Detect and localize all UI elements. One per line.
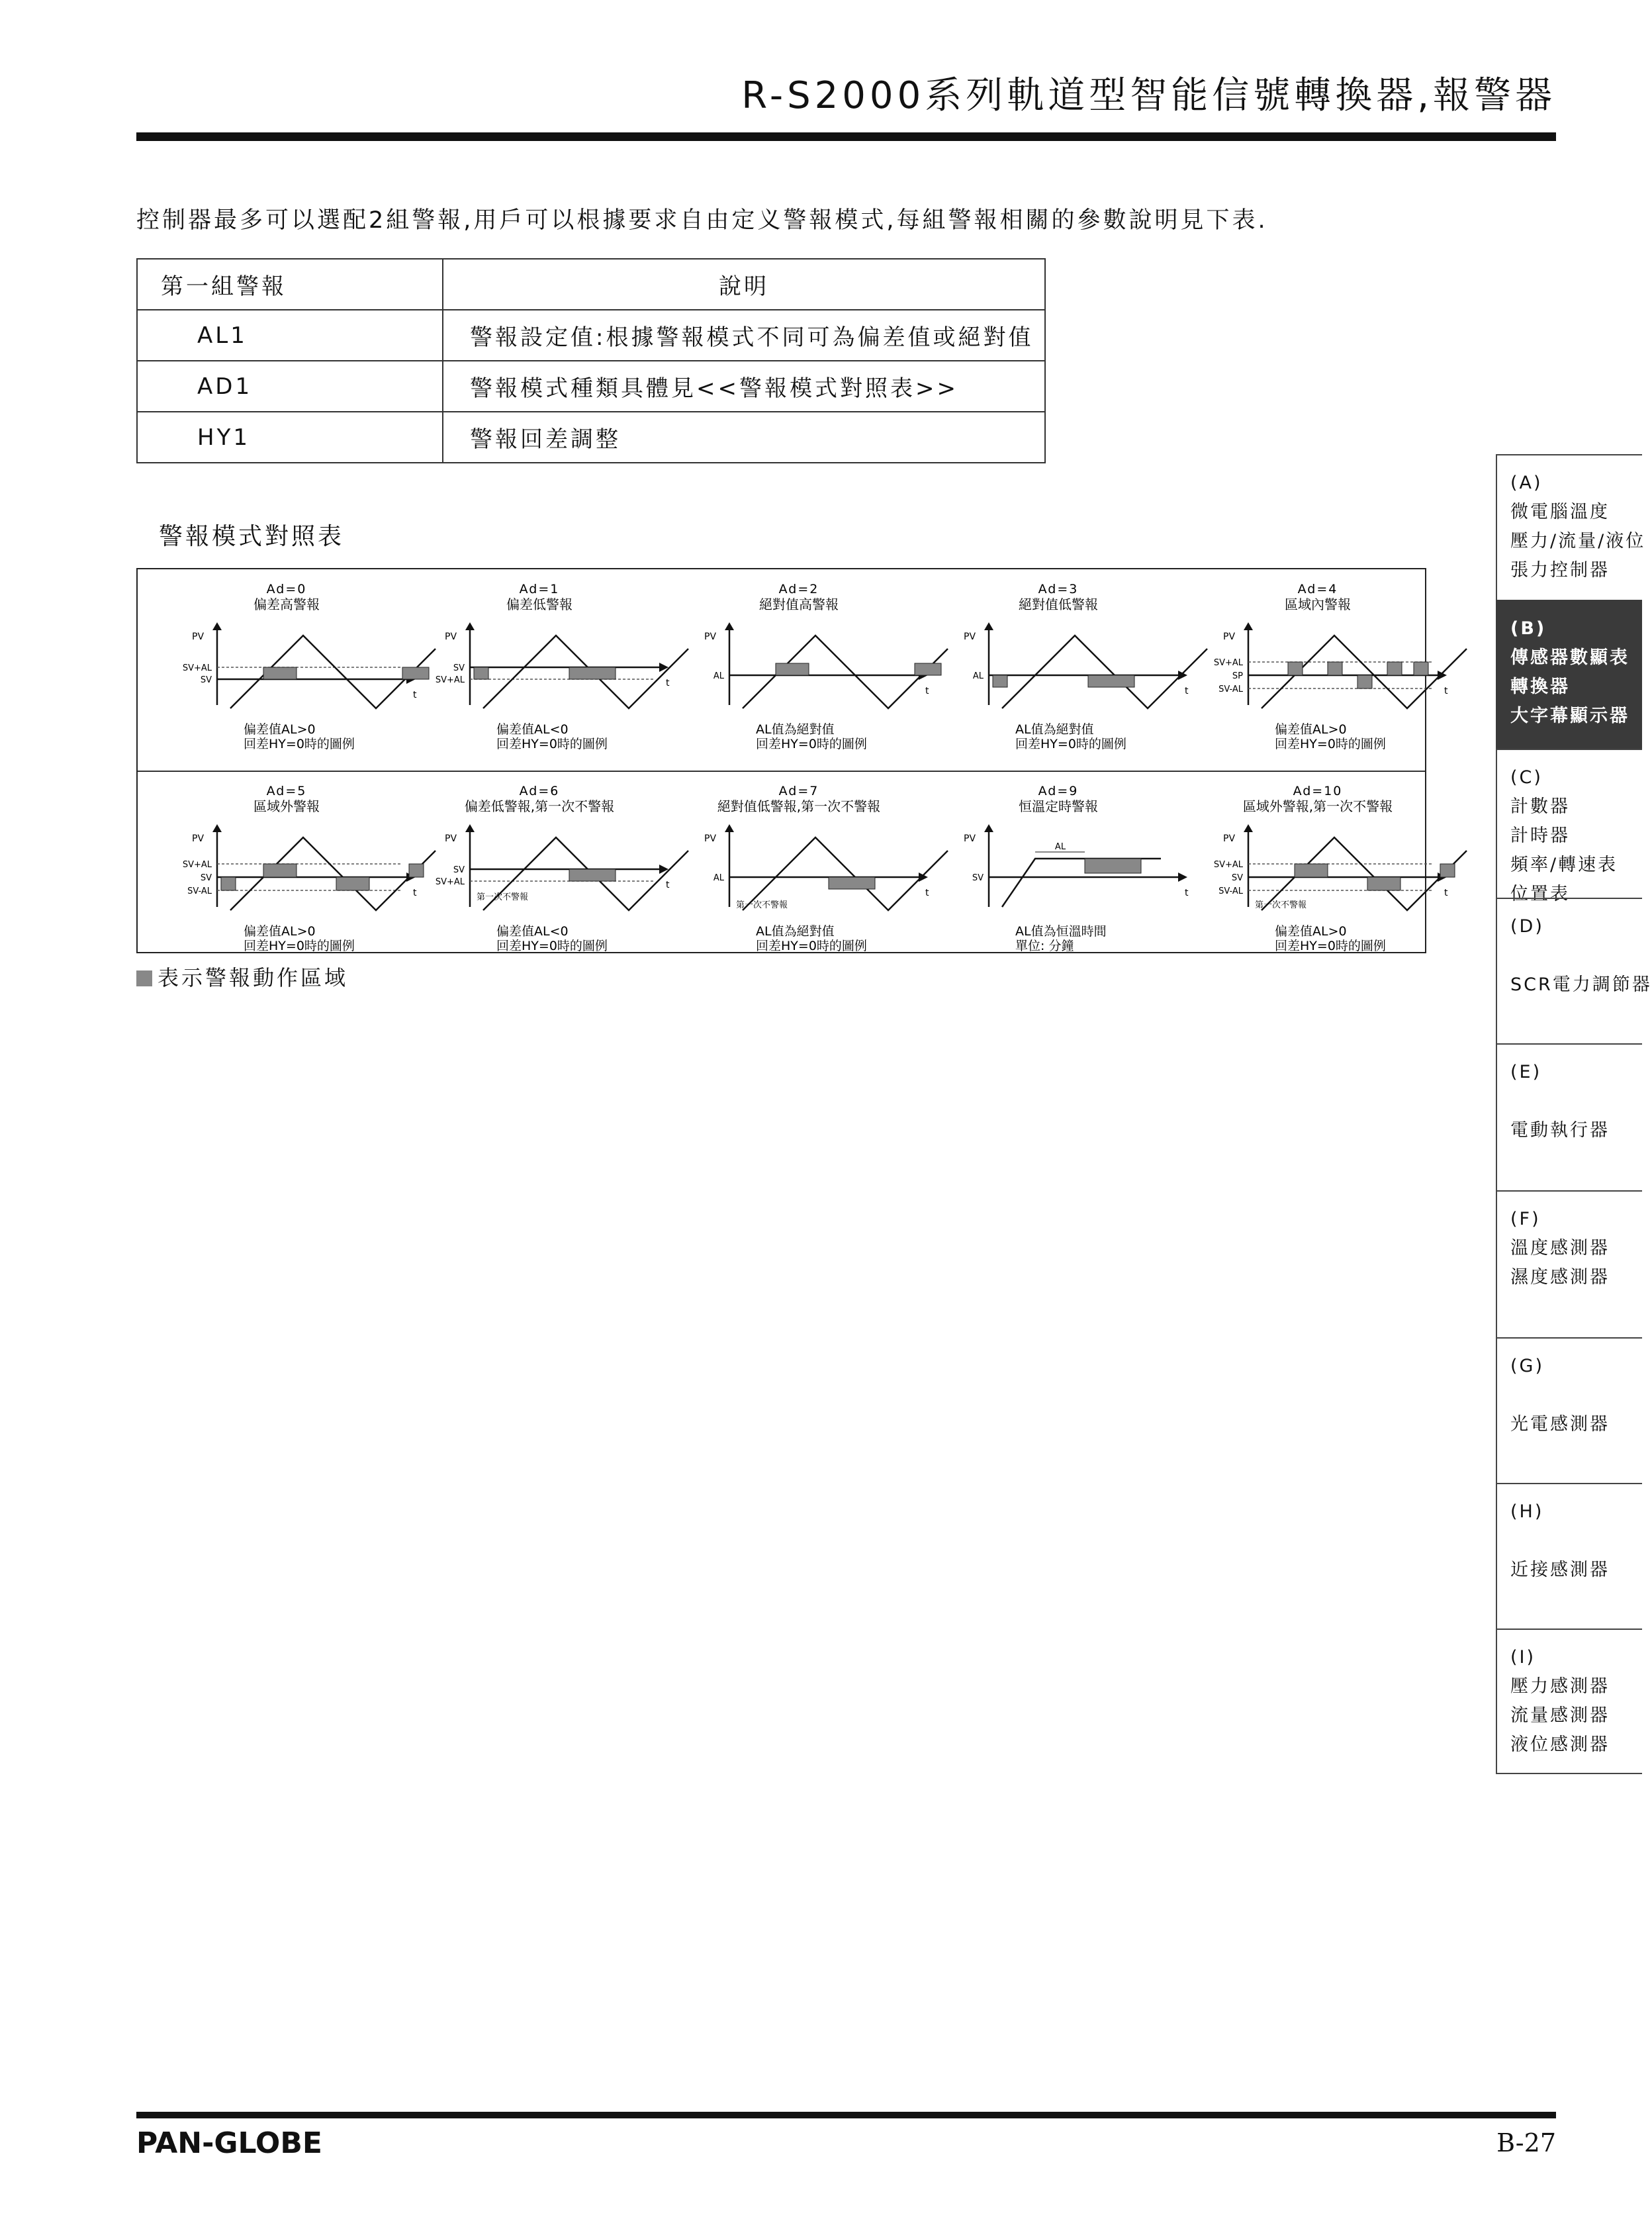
level-label: SV	[453, 865, 465, 875]
side-nav-label: 流量感測器	[1510, 1705, 1610, 1726]
y-axis-label: PV	[964, 632, 976, 642]
legend	[136, 961, 348, 992]
side-nav-item[interactable]	[1496, 1043, 1642, 1190]
mode-name: 偏差低警報,第一次不警報	[464, 798, 615, 814]
mode-note: AL值為絕對值	[756, 924, 835, 939]
level-label: SV	[453, 663, 465, 673]
header-description: 說明	[443, 259, 1045, 310]
mode-note: 回差HY=0時的圖例	[244, 939, 355, 953]
mode-note: 回差HY=0時的圖例	[756, 939, 867, 953]
x-axis-label: t	[1444, 888, 1448, 898]
mode-note: AL值為恒溫時間	[1015, 924, 1107, 939]
y-axis-label: PV	[704, 833, 717, 844]
level-label: SV+AL	[1213, 658, 1243, 668]
mode-code: Ad=6	[519, 784, 560, 798]
level-label: SV+AL	[182, 663, 212, 673]
side-nav-label: 光電感測器	[1510, 1414, 1610, 1435]
mode-note: AL值為絕對值	[756, 722, 835, 737]
alarm-zone	[1440, 864, 1455, 877]
mode-name: 區域內警報	[1285, 596, 1351, 612]
y-axis-label: PV	[704, 632, 717, 642]
mode-code: Ad=5	[266, 784, 307, 798]
table-row	[137, 412, 1045, 463]
side-nav-item[interactable]	[1496, 898, 1652, 1043]
side-nav-label: 轉換器	[1510, 677, 1570, 697]
side-nav-label: 位置表	[1510, 884, 1570, 904]
mode-note: 偏差值AL<0	[496, 924, 569, 939]
level-label: SV-AL	[1218, 886, 1243, 896]
mode-name: 恒溫定時警報	[1019, 798, 1098, 814]
side-nav-label: 液位感測器	[1510, 1734, 1610, 1755]
first-no-alarm-note: 第一次不警報	[1255, 900, 1307, 910]
legend-label: 表示警報動作區域	[158, 965, 349, 990]
side-nav-label: 濕度感測器	[1510, 1267, 1610, 1288]
y-axis-label: PV	[1223, 833, 1236, 844]
footer-rule	[136, 2112, 1556, 2118]
param-description: 警報回差調整	[443, 412, 1045, 463]
y-axis-label: PV	[445, 833, 457, 844]
x-axis-label: t	[1444, 686, 1448, 696]
y-axis-label: PV	[964, 833, 976, 844]
x-axis-arrow	[1178, 873, 1187, 882]
timer-label: AL	[1054, 842, 1066, 852]
alarm-zone	[1088, 675, 1134, 687]
y-axis-arrow	[465, 622, 475, 630]
x-axis-label: t	[1185, 686, 1189, 696]
mode-note: 回差HY=0時的圖例	[496, 737, 608, 751]
y-axis-arrow	[725, 622, 734, 630]
alarm-zone	[1085, 859, 1141, 873]
mode-code: Ad=0	[266, 582, 307, 596]
level-label: AL	[713, 671, 724, 681]
side-nav-label: 計時器	[1510, 826, 1570, 846]
alarm-mode-diagram-grid	[136, 568, 1448, 953]
side-nav-item[interactable]	[1496, 600, 1642, 749]
alarm-zone	[221, 877, 236, 890]
mode-name: 偏差高警報	[253, 596, 320, 612]
side-nav-label: SCR電力調節器	[1510, 974, 1652, 995]
mode-name: 區域外警報,第一次不警報	[1242, 798, 1393, 814]
alarm-zone	[336, 877, 369, 890]
param-description: 警報模式種類具體見<<警報模式對照表>>	[443, 361, 1045, 412]
mode-code: Ad=7	[778, 784, 819, 798]
x-axis-arrow	[919, 873, 928, 882]
side-navigation	[1496, 454, 1652, 1774]
side-nav-label: 微電腦溫度	[1510, 502, 1610, 522]
mode-code: Ad=1	[519, 582, 560, 596]
x-axis-arrow	[1438, 671, 1447, 680]
side-nav-code: (B)	[1510, 618, 1547, 639]
mode-code: Ad=2	[778, 582, 819, 596]
y-axis-arrow	[1244, 622, 1253, 630]
mode-note: 回差HY=0時的圖例	[496, 939, 608, 953]
alarm-zone	[1328, 662, 1342, 675]
x-axis-label: t	[413, 888, 417, 898]
side-nav-label: 溫度感測器	[1510, 1238, 1610, 1258]
side-nav-item[interactable]	[1496, 1629, 1642, 1774]
x-axis-label: t	[413, 690, 417, 700]
side-nav-label: 壓力感測器	[1510, 1676, 1610, 1697]
mode-name: 偏差低警報	[506, 596, 573, 612]
side-nav-label: 頻率/轉速表	[1510, 855, 1618, 875]
pv-curve	[230, 837, 436, 910]
mode-note: 回差HY=0時的圖例	[1015, 737, 1126, 751]
side-nav-label: 壓力/流量/液位	[1510, 531, 1646, 551]
side-nav-label: 傳感器數顯表	[1510, 647, 1629, 668]
alarm-zone	[993, 675, 1007, 687]
alarm-zone	[1367, 877, 1400, 890]
side-nav-code: (H)	[1510, 1501, 1544, 1522]
pv-curve	[1262, 837, 1467, 910]
y-axis-label: PV	[192, 833, 205, 844]
alarm-zone	[1295, 864, 1328, 877]
side-nav-item[interactable]	[1496, 454, 1646, 600]
side-nav-item[interactable]	[1496, 1337, 1642, 1483]
y-axis-arrow	[465, 824, 475, 832]
alarm-zone	[569, 667, 616, 679]
x-axis-label: t	[925, 888, 929, 898]
param-description: 警報設定值:根據警報模式不同可為偏差值或絕對值	[443, 310, 1045, 361]
side-nav-item[interactable]	[1496, 1190, 1642, 1337]
level-label: SV+AL	[435, 675, 465, 685]
level-label: SV-AL	[187, 886, 212, 896]
mode-note: 回差HY=0時的圖例	[244, 737, 355, 751]
pv-curve	[743, 837, 948, 910]
alarm-zone	[1414, 662, 1428, 675]
mode-note: 回差HY=0時的圖例	[1275, 737, 1386, 751]
brand-logo: PAN-GLOBE	[136, 2126, 322, 2160]
level-label: SV	[200, 873, 212, 883]
mode-note: 單位: 分鐘	[1015, 939, 1074, 953]
alarm-zone	[1387, 662, 1402, 675]
mode-note: 偏差值AL>0	[1275, 722, 1347, 737]
page-title: R-S2000系列軌道型智能信號轉換器,報警器	[741, 74, 1556, 117]
header-group: 第一組警報	[137, 259, 443, 310]
y-axis-arrow	[984, 622, 993, 630]
mode-note: 偏差值AL>0	[244, 924, 316, 939]
intro-paragraph: 控制器最多可以選配2組警報,用戶可以根據要求自由定义警報模式,每組警報相關的參數說明見下表.	[136, 207, 1268, 234]
mode-note: AL值為絕對值	[1015, 722, 1094, 737]
alarm-zone	[1288, 662, 1303, 675]
side-nav-label: 大字幕顯示器	[1510, 706, 1629, 726]
param-code: AL1	[137, 310, 443, 361]
side-nav-code: (I)	[1510, 1647, 1536, 1668]
alarm-mode-diagrams	[138, 569, 1448, 953]
param-code: HY1	[137, 412, 443, 463]
alarm-zone	[1357, 675, 1372, 688]
level-label: AL	[972, 671, 984, 681]
side-nav-code: (C)	[1510, 767, 1543, 788]
alarm-zone	[915, 663, 941, 675]
side-nav-code: (E)	[1510, 1062, 1542, 1082]
level-label: SP	[1232, 671, 1243, 681]
alarm-zone	[263, 864, 297, 877]
level-label: AL	[713, 873, 724, 883]
alarm-parameter-table	[136, 258, 1046, 463]
x-axis-label: t	[1185, 888, 1189, 898]
side-nav-code: (F)	[1510, 1209, 1541, 1229]
side-nav-label: 計數器	[1510, 796, 1570, 817]
alarm-zone	[569, 869, 616, 881]
y-axis-label: PV	[192, 632, 205, 642]
level-label: SV+AL	[1213, 860, 1243, 870]
side-nav-code: (A)	[1510, 473, 1543, 493]
page-number: B-27	[1496, 2128, 1556, 2157]
y-axis-arrow	[212, 824, 222, 832]
param-code: AD1	[137, 361, 443, 412]
alarm-zone	[474, 667, 488, 679]
side-nav-label: 近接感測器	[1510, 1560, 1610, 1580]
x-axis-label: t	[666, 678, 670, 688]
mode-note: 偏差值AL>0	[1275, 924, 1347, 939]
mode-name: 絕對值低警報	[1019, 596, 1098, 612]
alarm-zone	[776, 663, 809, 675]
header-rule	[136, 132, 1556, 141]
mode-name: 絕對值低警報,第一次不警報	[717, 798, 881, 814]
alarm-zone	[829, 877, 875, 889]
alarm-zone-swatch	[136, 970, 152, 986]
table-row	[137, 310, 1045, 361]
pv-curve	[1002, 636, 1207, 708]
side-nav-code: (G)	[1510, 1356, 1544, 1376]
y-axis-label: PV	[1223, 632, 1236, 642]
x-axis-arrow	[1178, 671, 1187, 680]
side-nav-item[interactable]	[1496, 1483, 1642, 1629]
side-nav-label: 張力控制器	[1510, 560, 1610, 581]
y-axis-label: PV	[445, 632, 457, 642]
side-nav-label: 電動執行器	[1510, 1120, 1610, 1141]
table-header-row	[137, 259, 1045, 310]
level-label: SV	[200, 675, 212, 685]
level-label: SV+AL	[435, 877, 465, 887]
mode-code: Ad=10	[1293, 784, 1343, 798]
side-nav-code: (D)	[1510, 916, 1544, 937]
mode-code: Ad=9	[1038, 784, 1079, 798]
alarm-zone	[402, 667, 429, 679]
side-nav-item[interactable]	[1496, 749, 1642, 904]
level-label: SV-AL	[1218, 685, 1243, 694]
first-no-alarm-note: 第一次不警報	[736, 900, 788, 910]
alarm-zone	[263, 667, 297, 679]
mode-table-title: 警報模式對照表	[159, 523, 345, 550]
table-row	[137, 361, 1045, 412]
level-label: SV	[972, 873, 984, 883]
mode-name: 區域外警報	[253, 798, 320, 814]
mode-note: 回差HY=0時的圖例	[756, 737, 867, 751]
x-axis-label: t	[666, 880, 670, 890]
level-label: SV	[1231, 873, 1243, 883]
y-axis-arrow	[1244, 824, 1253, 832]
y-axis-arrow	[212, 622, 222, 630]
first-no-alarm-note: 第一次不警報	[477, 892, 529, 902]
mode-note: 偏差值AL<0	[496, 722, 569, 737]
y-axis-arrow	[984, 824, 993, 832]
y-axis-arrow	[725, 824, 734, 832]
mode-name: 絕對值高警報	[759, 596, 839, 612]
x-axis-label: t	[925, 686, 929, 696]
mode-note: 偏差值AL>0	[244, 722, 316, 737]
level-label: SV+AL	[182, 860, 212, 870]
alarm-zone	[409, 864, 424, 877]
mode-code: Ad=4	[1297, 582, 1338, 596]
mode-note: 回差HY=0時的圖例	[1275, 939, 1386, 953]
mode-code: Ad=3	[1038, 582, 1079, 596]
